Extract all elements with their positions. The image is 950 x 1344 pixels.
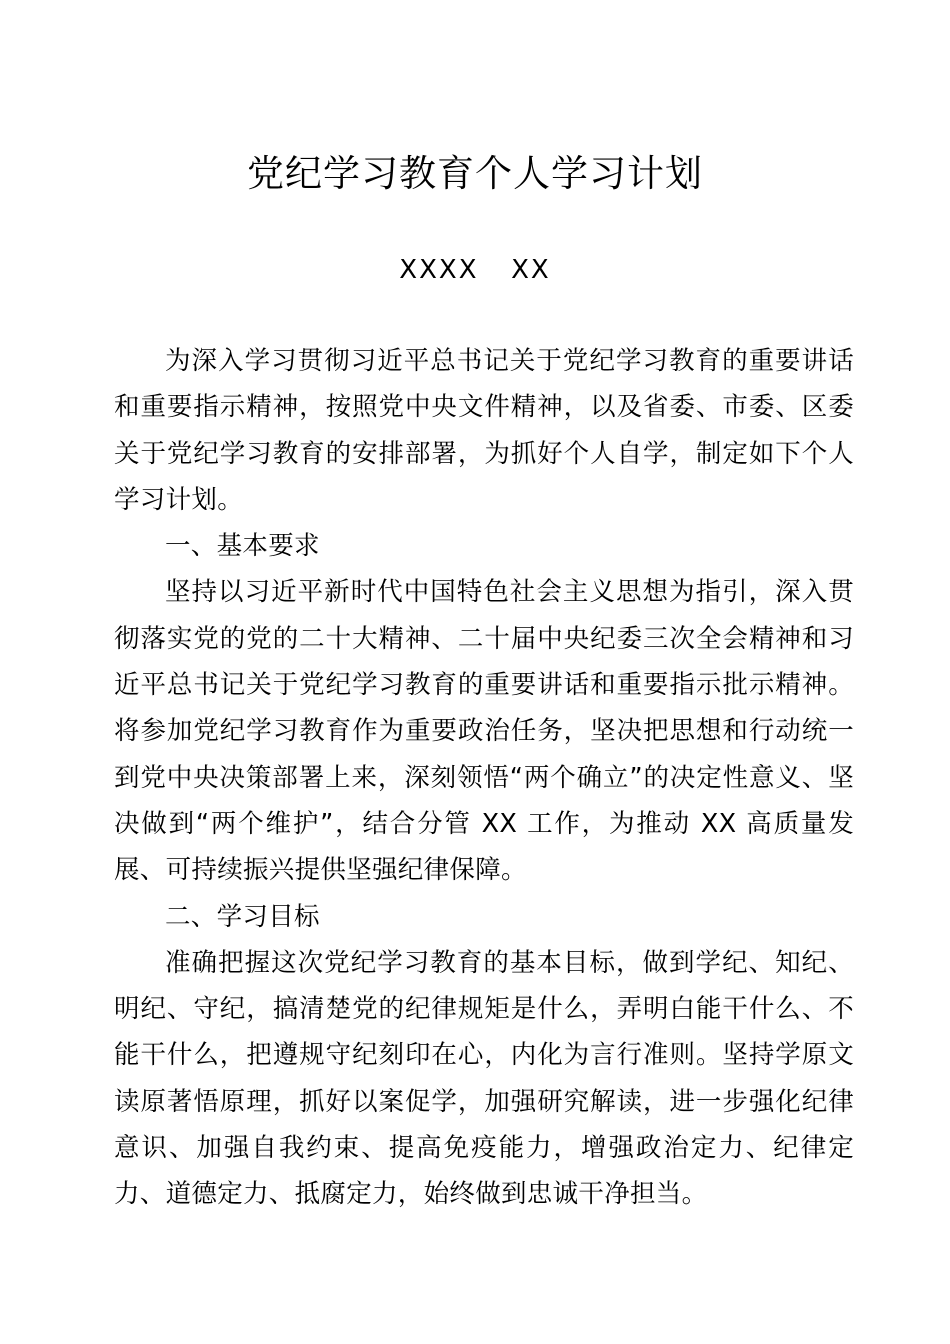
document-title: 党纪学习教育个人学习计划 (247, 152, 703, 195)
section-body-basic-requirements: 坚持以习近平新时代中国特色社会主义思想为指引，深入贯彻落实党的党的二十大精神、二十届中央纪委三次全会精神和习近平总书记关于党纪学习教育的重要讲话和重要指示批示精神。将参加党纪学习教育作为重要政治任务，坚决把思想和行动统一到党中央决策部署上来，深刻领悟“两个确立”的决定性意义、坚决做到“两个维护”，结合分管 XX 工作，为推动 XX 高质量发展、可持续振兴提供坚强纪律保障。 (114, 577, 854, 886)
section-heading-basic-requirements: 一、基本要求 (165, 531, 320, 562)
section-body-learning-goals: 准确把握这次党纪学习教育的基本目标，做到学纪、知纪、明纪、守纪，搞清楚党的纪律规矩是什么，弄明白能干什么、不能干什么，把遵规守纪刻印在心，内化为言行准则。坚持学原文读原著悟原理，抓好以案促学，加强研究解读，进一步强化纪律意识、加强自我约束、提高免疫能力，增强政治定力、纪律定力、道德定力、抵腐定力，始终做到忠诚干净担当。 (114, 947, 854, 1210)
document-body (114, 338, 854, 1218)
document-author: XXXX XX (399, 255, 551, 285)
intro-paragraph: 为深入学习贯彻习近平总书记关于党纪学习教育的重要讲话和重要指示精神，按照党中央文件精神，以及省委、市委、区委关于党纪学习教育的安排部署，为抓好个人自学，制定如下个人学习计划。 (114, 346, 854, 515)
section-heading-learning-goals: 二、学习目标 (165, 901, 320, 932)
